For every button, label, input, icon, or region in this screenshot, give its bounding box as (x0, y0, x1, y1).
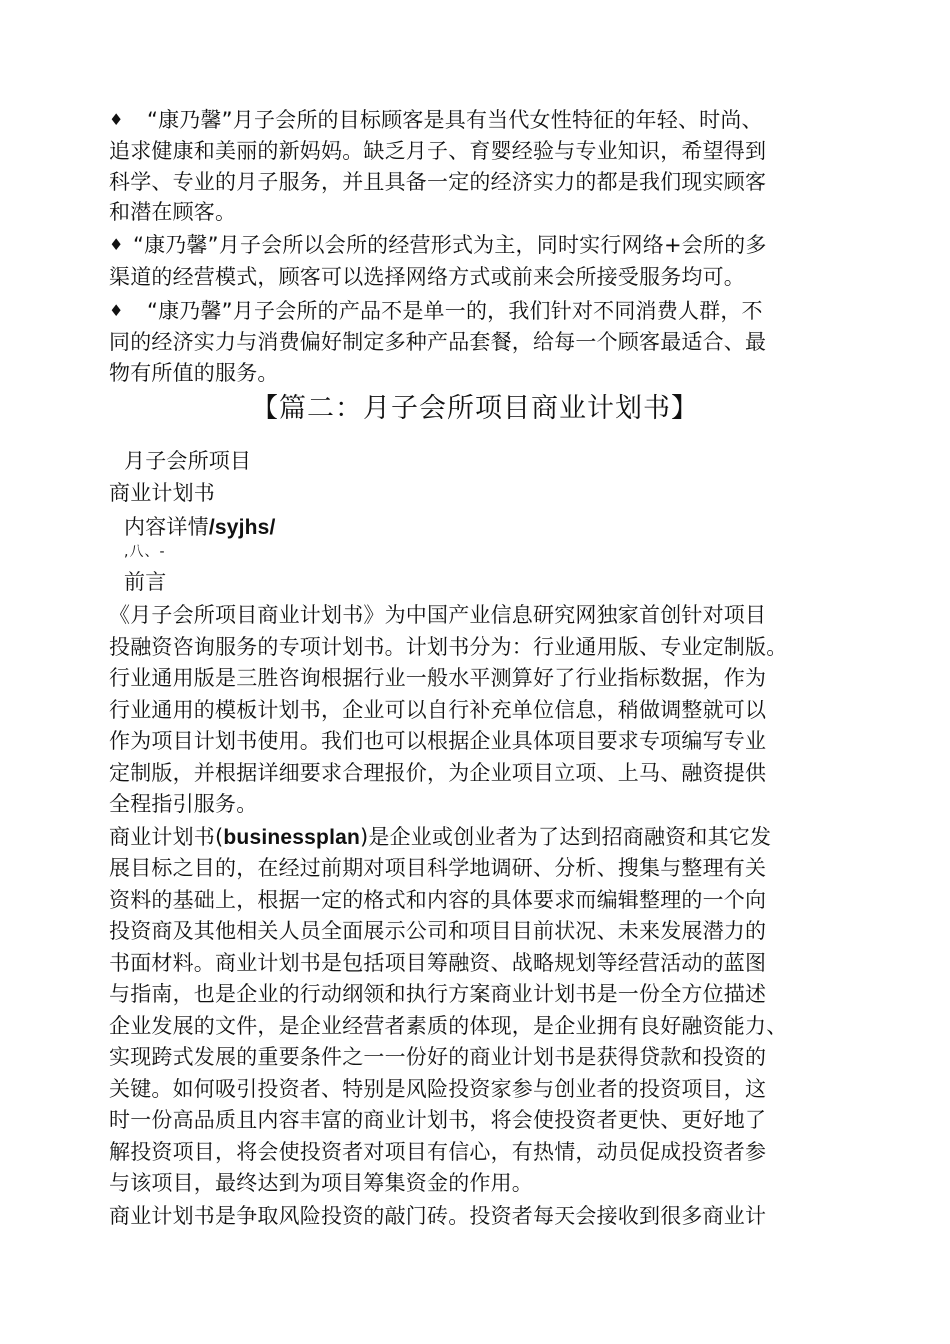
para2-text-suffix: )是企业或创业者为了达到招商融资和其它发 (360, 825, 772, 849)
para1-line-1: 《月子会所项目商业计划书》为中国产业信息研究网独家首创针对项目 (109, 603, 767, 627)
para1-line-7: 全程指引服务。 (109, 792, 258, 816)
preface-heading: 前言 (124, 570, 167, 594)
para2-line-4: 投资商及其他相关人员全面展示公司和项目目前状况、未来发展潜力的 (109, 919, 767, 943)
section-heading: 【篇二：月子会所项目商业计划书】 (251, 393, 699, 424)
bullet-item-2-line-2: 渠道的经营模式，顾客可以选择网络方式或前来会所接受服务均可。 (109, 265, 745, 289)
para2-line-8: 实现跨式发展的重要条件之一一份好的商业计划书是获得贷款和投资的 (109, 1045, 767, 1069)
para2-text-prefix: 商业计划书( (109, 825, 224, 849)
para2-line-6: 与指南，也是企业的行动纲领和执行方案商业计划书是一份全方位描述 (109, 982, 767, 1006)
bullet-text: “康乃馨”月子会所以会所的经营形式为主，同时实行网络+会所的多 (133, 233, 767, 257)
bullet-item-1-line-1 (109, 105, 763, 135)
para2-line-12: 与该项目，最终达到为项目筹集资金的作用。 (109, 1171, 533, 1195)
bullet-item-1-line-3: 科学、专业的月子服务，并且具备一定的经济实力的都是我们现实顾客 (109, 170, 767, 194)
diamond-bullet-icon: ♦ (109, 235, 124, 254)
bullet-text: “康乃馨”月子会所的目标顾客是具有当代女性特征的年轻、时尚、 (147, 108, 763, 132)
bullet-item-1-line-4: 和潜在顾客。 (109, 200, 237, 224)
para2-line-1 (109, 822, 771, 853)
text-fragment: ,八、- (124, 544, 166, 560)
para3-line-1: 商业计划书是争取风险投资的敲门砖。投资者每天会接收到很多商业计 (109, 1204, 767, 1228)
para2-line-3: 资料的基础上，根据一定的格式和内容的具体要求而编辑整理的一个向 (109, 888, 767, 912)
bullet-item-3-line-2: 同的经济实力与消费偏好制定多种产品套餐，给每一个顾客最适合、最 (109, 330, 767, 354)
para2-line-2: 展目标之目的，在经过前期对项目科学地调研、分析、搜集与整理有关 (109, 856, 767, 880)
para1-line-3: 行业通用版是三胜咨询根据行业一般水平测算好了行业指标数据，作为 (109, 666, 767, 690)
para2-line-7: 企业发展的文件，是企业经营者素质的体现，是企业拥有良好融资能力、 (109, 1014, 788, 1038)
para1-line-4: 行业通用的模板计划书，企业可以自行补充单位信息，稍做调整就可以 (109, 698, 767, 722)
detail-path-link[interactable]: /syjhs/ (208, 516, 276, 539)
bullet-text: “康乃馨”月子会所的产品不是单一的，我们针对不同消费人群，不 (147, 299, 763, 323)
para2-line-9: 关键。如何吸引投资者、特别是风险投资家参与创业者的投资项目，这 (109, 1077, 767, 1101)
detail-label: 内容详情 (124, 515, 209, 539)
para2-english-term: businessplan (223, 826, 361, 849)
diamond-bullet-icon: ♦ (109, 301, 124, 320)
para2-line-11: 解投资项目，将会使投资者对项目有信心，有热情，动员促成投资者参 (109, 1140, 767, 1164)
para2-line-10: 时一份高品质且内容丰富的商业计划书，将会使投资者更快、更好地了 (109, 1108, 767, 1132)
diamond-bullet-icon: ♦ (109, 110, 124, 129)
para1-line-6: 定制版，并根据详细要求合理报价，为企业项目立项、上马、融资提供 (109, 761, 767, 785)
bullet-item-1-line-2: 追求健康和美丽的新妈妈。缺乏月子、育婴经验与专业知识，希望得到 (109, 139, 767, 163)
doc-title-line-2: 商业计划书 (109, 481, 215, 505)
bullet-item-3-line-3: 物有所值的服务。 (109, 361, 279, 385)
para2-line-5: 书面材料。商业计划书是包括项目筹融资、战略规划等经营活动的蓝图 (109, 951, 767, 975)
para1-line-2: 投融资咨询服务的专项计划书。计划书分为：行业通用版、专业定制版。 (109, 635, 788, 659)
bullet-item-2-line-1 (109, 230, 767, 260)
bullet-item-3-line-1 (109, 296, 763, 326)
detail-line (124, 512, 276, 543)
doc-title-line-1: 月子会所项目 (124, 449, 252, 473)
para1-line-5: 作为项目计划书使用。我们也可以根据企业具体项目要求专项编写专业 (109, 729, 767, 753)
